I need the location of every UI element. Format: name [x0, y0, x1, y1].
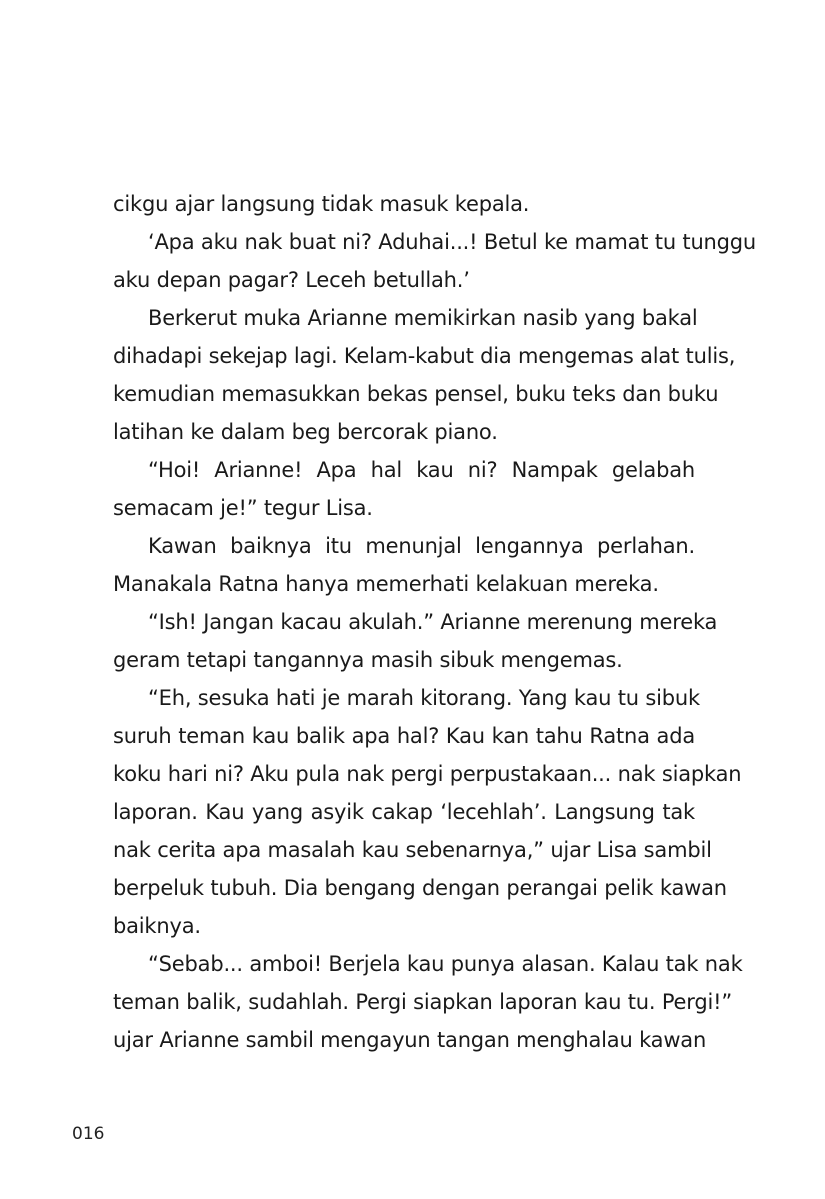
- text-line: Manakala Ratna hanya memerhati kelakuan mereka.: [113, 572, 659, 596]
- text-line: Kawan baiknya itu menunjal lengannya perlahan.: [148, 534, 695, 558]
- page-number: 016: [72, 1124, 105, 1144]
- text-line: Berkerut muka Arianne memikirkan nasib yang bakal: [148, 306, 698, 330]
- paragraph: [113, 603, 718, 679]
- paragraph: [113, 451, 695, 527]
- paragraph: [113, 945, 743, 1059]
- text-line: “Hoi! Arianne! Apa hal kau ni? Nampak gelabah: [148, 458, 695, 482]
- text-line: “Eh, sesuka hati je marah kitorang. Yang kau tu sibuk: [148, 686, 700, 710]
- text-line: nak cerita apa masalah kau sebenarnya,” ujar Lisa sambil: [113, 838, 712, 862]
- text-line: laporan. Kau yang asyik cakap ‘lecehlah’. Langsung tak: [113, 800, 695, 824]
- paragraph: [113, 679, 742, 945]
- paragraph: [113, 299, 736, 451]
- text-line: kemudian memasukkan bekas pensel, buku teks dan buku: [113, 382, 719, 406]
- body-text: [113, 185, 757, 1059]
- text-line: ‘Apa aku nak buat ni? Aduhai...! Betul ke mamat tu tunggu: [148, 230, 757, 254]
- paragraph: [113, 185, 695, 223]
- text-line: koku hari ni? Aku pula nak pergi perpustakaan... nak siapkan: [113, 762, 742, 786]
- text-line: cikgu ajar langsung tidak masuk kepala.: [113, 192, 530, 216]
- text-line: “Sebab... amboi! Berjela kau punya alasan. Kalau tak nak: [148, 952, 743, 976]
- text-line: berpeluk tubuh. Dia bengang dengan perangai pelik kawan: [113, 876, 727, 900]
- text-line: aku depan pagar? Leceh betullah.’: [113, 268, 470, 292]
- text-line: suruh teman kau balik apa hal? Kau kan tahu Ratna ada: [113, 724, 695, 748]
- text-line: dihadapi sekejap lagi. Kelam-kabut dia mengemas alat tulis,: [113, 344, 736, 368]
- text-line: baiknya.: [113, 914, 201, 938]
- text-line: latihan ke dalam beg bercorak piano.: [113, 420, 498, 444]
- paragraph: [113, 223, 757, 299]
- text-line: semacam je!” tegur Lisa.: [113, 496, 373, 520]
- paragraph: [113, 527, 695, 603]
- text-line: ujar Arianne sambil mengayun tangan menghalau kawan: [113, 1028, 707, 1052]
- text-line: teman balik, sudahlah. Pergi siapkan laporan kau tu. Pergi!”: [113, 990, 732, 1014]
- text-line: geram tetapi tangannya masih sibuk mengemas.: [113, 648, 623, 672]
- text-line: “Ish! Jangan kacau akulah.” Arianne merenung mereka: [148, 610, 718, 634]
